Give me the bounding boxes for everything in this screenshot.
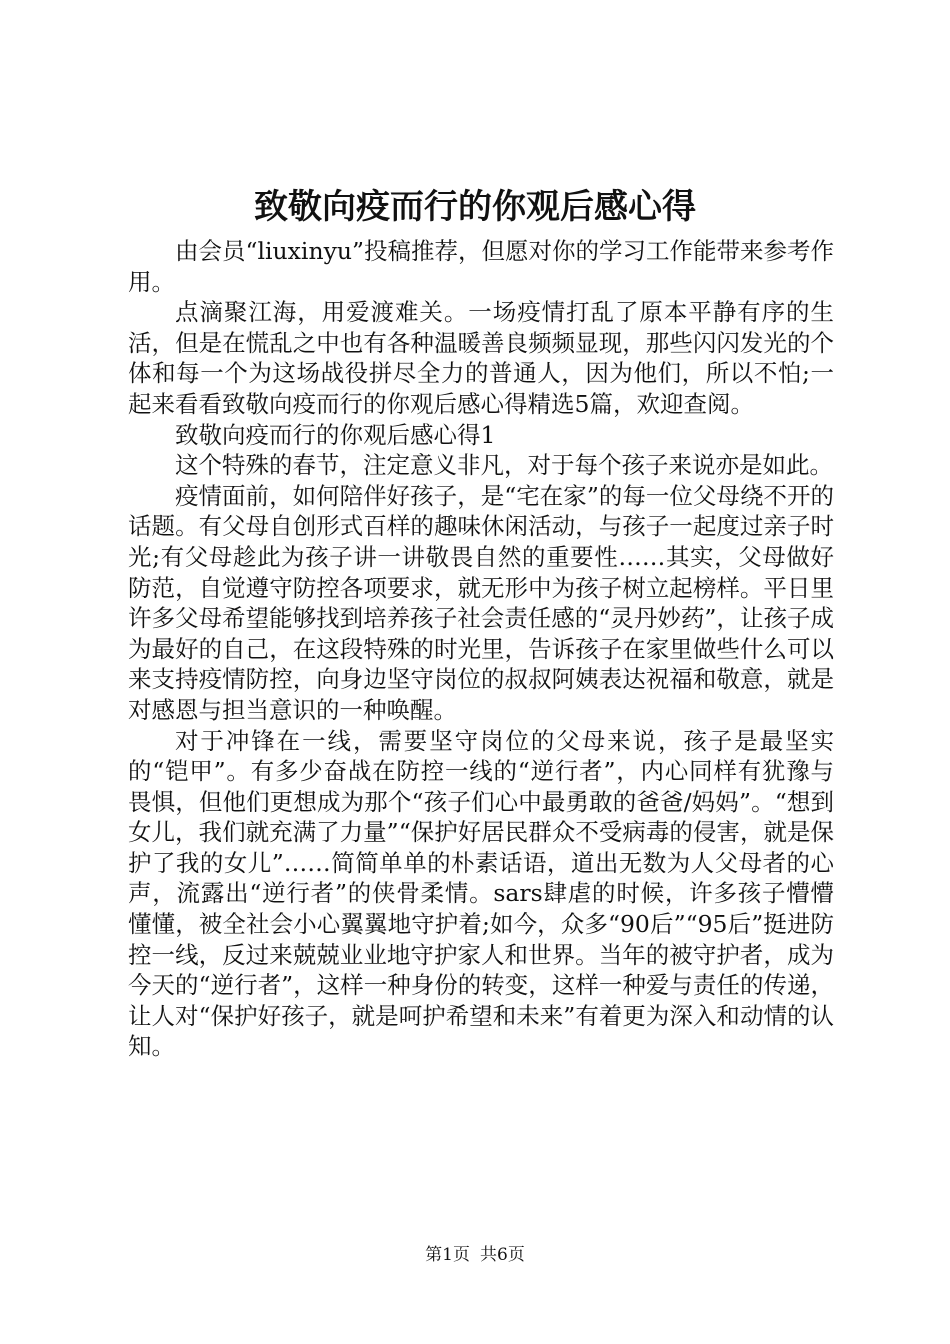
paragraph-body: 对于冲锋在一线，需要坚守岗位的父母来说，孩子是最坚实的“铠甲”。有多少奋战在防控一线的“逆行者”，内心同样有犹豫与畏惧，但他们更想成为那个“孩子们心中最勇敢的爸爸/妈妈”。“想到女儿，我们就充满了力量”“保护好居民群众不受病毒的侵害，就是保护了我的女儿”……简简单单的朴素话语，道出无数为人父母者的心声，流露出“逆行者”的侠骨柔情。sars肆虐的时候，许多孩子懵懵懂懂，被全社会小心翼翼地守护着;如今，众多“90后”“95后”挺进防控一线，反过来兢兢业业地守护家人和世界。当年的被守护者，成为今天的“逆行者”，这样一种身份的转变，这样一种爱与责任的传递，让人对“保护好孩子，就是呵护希望和未来”有着更为深入和动情的认知。 xyxy=(128,726,834,1061)
document-body xyxy=(128,236,834,1062)
paragraph-body: 这个特殊的春节，注定意义非凡，对于每个孩子来说亦是如此。 xyxy=(175,451,833,480)
document-title: 致敬向疫而行的你观后感心得 xyxy=(254,187,696,227)
paragraph-summary: 点滴聚江海，用爱渡难关。一场疫情打乱了原本平静有序的生活，但是在慌乱之中也有各种温暖善良频频显现，那些闪闪发光的个体和每一个为这场战役拼尽全力的普通人，因为他们，所以不怕;一起来看看致敬向疫而行的你观后感心得精选5篇，欢迎查阅。 xyxy=(128,298,834,418)
paragraph-body: 疫情面前，如何陪伴好孩子，是“宅在家”的每一位父母绕不开的话题。有父母自创形式百样的趣味休闲活动，与孩子一起度过亲子时光;有父母趁此为孩子讲一讲敬畏自然的重要性……其实，父母做好防范，自觉遵守防控各项要求，就无形中为孩子树立起榜样。平日里许多父母希望能够找到培养孩子社会责任感的“灵丹妙药”，让孩子成为最好的自己，在这段特殊的时光里，告诉孩子在家里做些什么可以来支持疫情防控，向身边坚守岗位的叔叔阿姨表达祝福和敬意，就是对感恩与担当意识的一种唤醒。 xyxy=(128,481,834,724)
page-count: 共6页 xyxy=(480,1245,525,1265)
section-heading: 致敬向疫而行的你观后感心得1 xyxy=(175,420,496,449)
page-footer xyxy=(0,1244,950,1266)
page-number: 第1页 xyxy=(425,1245,470,1265)
paragraph-intro: 由会员“liuxinyu”投稿推荐，但愿对你的学习工作能带来参考作用。 xyxy=(128,237,835,296)
